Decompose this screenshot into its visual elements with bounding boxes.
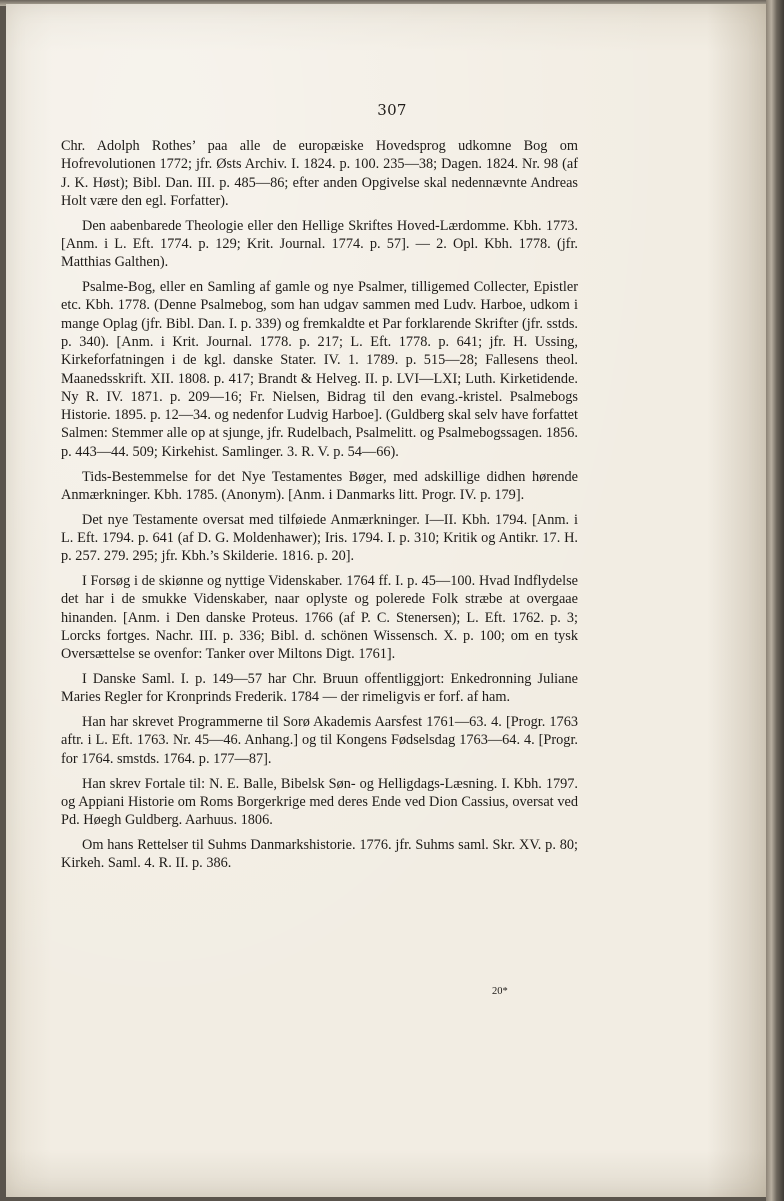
paragraph: Om hans Rettelser til Suhms Danmarkshistorie. 1776. jfr. Suhms saml. Skr. XV. p. 80; Kirkeh. Saml. 4. R. II. p. 386.: [61, 836, 578, 872]
paragraph: Det nye Testamente oversat med tilføiede Anmærkninger. I—II. Kbh. 1794. [Anm. i L. Eft. 1794. p. 641 (af D. G. Moldenhawer); Iris. 1794. I. p. 310; Kritik og Antikr. 17. H. p. 257. 279. 295; jfr. Kbh.’s Skilderie. 1816. p. 20].: [61, 511, 578, 565]
signature-mark: 20*: [492, 986, 508, 997]
paragraph: Chr. Adolph Rothes’ paa alle de europæiske Hovedsprog udkomne Bog om Hofrevolutionen 1772; jfr. Østs Archiv. I. 1824. p. 100. 235—38; Dagen. 1824. Nr. 98 (af J. K. Høst); Bibl. Dan. III. p. 485—86; efter anden Opgivelse skal nedennævnte Andreas Holt være den egl. Forfatter).: [61, 138, 578, 209]
paragraph: Tids-Bestemmelse for det Nye Testamentes Bøger, med adskillige didhen hørende Anmærkninger. Kbh. 1785. (Anonym). [Anm. i Danmarks litt. Progr. IV. p. 179].: [61, 468, 578, 503]
page-body: [61, 137, 578, 879]
paragraph: Han skrev Fortale til: N. E. Balle, Bibelsk Søn- og Helligdags-Læsning. I. Kbh. 1797. og Appiani Historie om Roms Borgerkrige med deres Ende ved Dion Cassius, oversat ved Pd. Høegh Guldberg. Aarhuus. 1806.: [61, 775, 578, 829]
page-number: 307: [377, 101, 407, 119]
paragraph: I Danske Saml. I. p. 149—57 har Chr. Bruun offentliggjort: Enkedronning Juliane Maries Regler for Kronprinds Frederik. 1784 — der rimeligvis er forf. af ham.: [61, 671, 578, 706]
paragraph: I Forsøg i de skiønne og nyttige Videnskaber. 1764 ff. I. p. 45—100. Hvad Indflydelse det har i de smukke Videnskaber, naar oplyste og polerede Folk stræbe at overgaae hinanden. [Anm. i Den danske Proteus. 1766 (af P. C. Stenersen); L. Eft. 1762. p. 3; Lorcks fortges. Nachr. III. p. 336; Bibl. d. schönen Wissensch. X. p. 100; om en tysk Oversættelse se ovenfor: Tanker over Miltons Digt. 1761].: [61, 573, 578, 663]
paragraph: Psalme-Bog, eller en Samling af gamle og nye Psalmer, tilligemed Collecter, Epistler etc. Kbh. 1778. (Denne Psalmebog, som han udgav sammen med Ludv. Harboe, udkom i mange Oplag (jfr. Bibl. Dan. I. p. 339) og fremkaldte et Par forklarende Skrifter (jfr. sstds. p. 340). [Anm. i Krit. Journal. 1778. p. 217; L. Eft. 1778. p. 641; jfr. H. Ussing, Kirkeforfatningen i de kgl. danske Stater. IV. 1. 1789. p. 515—28; Fallesens theol. Maanedsskrift. XII. 1808. p. 417; Brandt & Helveg. II. p. LVI—LXI; Luth. Kirketidende. Ny R. IV. 1871. p. 209—16; Fr. Nielsen, Bidrag til den evang.-kristel. Psalmebogs Historie. 1895. p. 12—34. og nedenfor Ludvig Harboe]. (Guldberg skal selv have forfattet Salmen: Stemmer alle op at sjunge, jfr. Rudelbach, Psalmelitt. og Psalmebogssagen. 1856. p. 443—44. 509; Kirkehist. Samlinger. 3. R. V. p. 54—66).: [61, 279, 578, 460]
paragraph: Den aabenbarede Theologie eller den Hellige Skriftes Hoved-Lærdomme. Kbh. 1773. [Anm. i L. Eft. 1774. p. 129; Krit. Journal. 1774. p. 57]. — 2. Opl. Kbh. 1778. (jfr. Matthias Galthen).: [61, 217, 578, 271]
book-spine-edge: [766, 0, 784, 1201]
paragraph: Han har skrevet Programmerne til Sorø Akademis Aarsfest 1761—63. 4. [Progr. 1763 aftr. i L. Eft. 1763. Nr. 45—46. Anhang.] og til Kongens Fødselsdag 1763—64. 4. [Progr. for 1764. smstds. 1764. p. 177—87].: [61, 714, 578, 767]
